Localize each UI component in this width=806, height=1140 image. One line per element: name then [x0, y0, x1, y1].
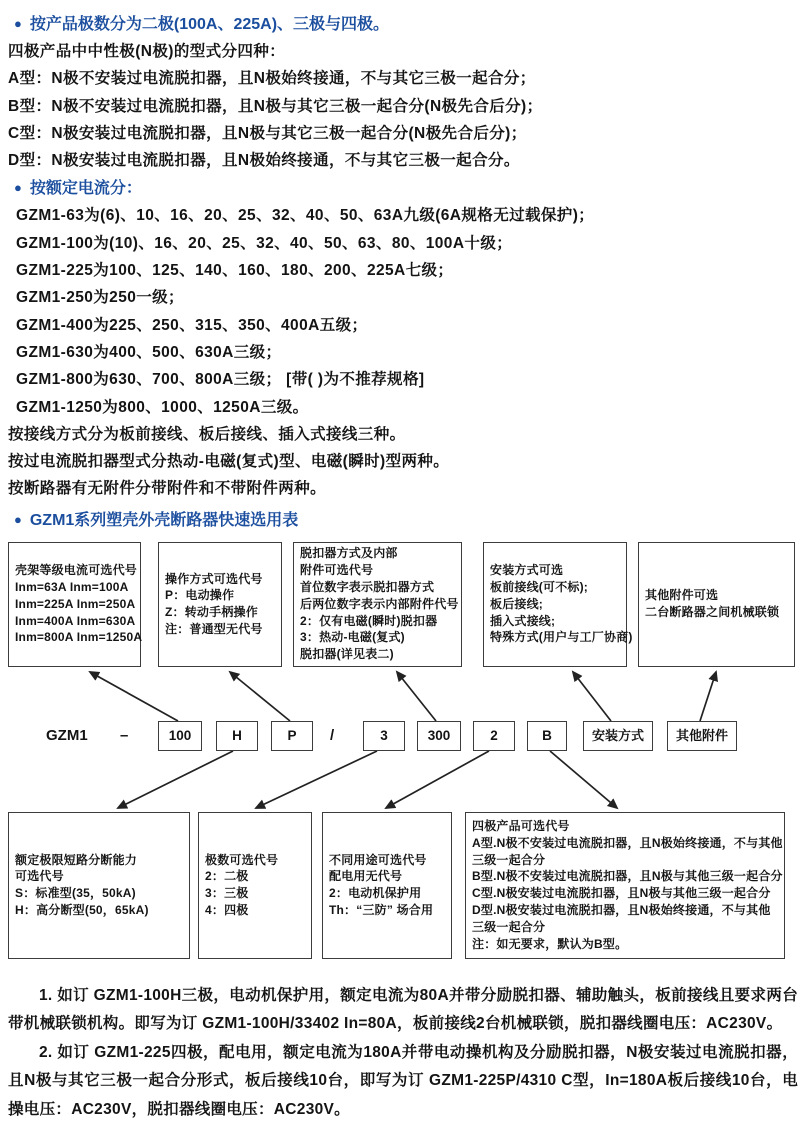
- text-line: 板后接线;: [490, 596, 543, 611]
- text-line: 2：仅有电磁(瞬时)脱扣器: [300, 613, 438, 628]
- text-line: GZM1-63为(6)、10、16、20、25、32、40、50、63A九级(6A规格无过载保护)；: [16, 207, 595, 225]
- text-line: GZM1-800为630、700、800A三级； [带( )为不推荐规格]: [16, 371, 425, 389]
- text-line: 四极产品可选代号: [472, 819, 570, 834]
- box-operation-mode-codes: [158, 542, 282, 667]
- box-breaking-capacity-codes: [8, 812, 190, 959]
- arrow-300-to-release-box: [397, 672, 436, 721]
- model-prefix: GZM1: [46, 726, 88, 744]
- model-dash: –: [120, 726, 129, 744]
- arrow-b-to-fourpole-box: [550, 751, 617, 808]
- text-line: Inm=800A Inm=1250A: [15, 630, 143, 645]
- heading-pole-classification: [8, 10, 800, 38]
- model-code-other-accessory: 其他附件: [667, 721, 737, 751]
- text-line: 3：热动-电磁(复式): [300, 630, 405, 645]
- heading-rated-current: [8, 174, 800, 202]
- model-code-300: 300: [417, 721, 461, 751]
- text-line: 其他附件可选: [645, 588, 719, 603]
- text-line: GZM1-630为400、500、630A三级；: [16, 343, 282, 361]
- text-line: Inm=63A Inm=100A: [15, 580, 129, 595]
- box-other-accessories: [638, 542, 795, 667]
- text-line: 壳架等级电流可选代号: [15, 563, 138, 578]
- text-line: 配电用无代号: [329, 869, 403, 884]
- text-line: GZM1-100为(10)、16、20、25、32、40、50、63、80、100A十级；: [16, 234, 513, 252]
- text-line: S：标准型(35，50kA): [15, 886, 136, 901]
- box-frame-current-codes: [8, 542, 141, 667]
- text-line: 脱扣器(详见表二): [300, 647, 394, 662]
- ordering-examples: [0, 969, 806, 1125]
- text-line: 板前接线(可不标);: [490, 580, 588, 595]
- wiring-lines: [8, 421, 800, 503]
- rated-current-lines: [8, 202, 800, 420]
- box-mounting-options: [483, 542, 633, 667]
- text-line: 特殊方式(用户与工厂协商): [490, 630, 633, 645]
- text-line: B型：N极不安装过电流脱扣器，且N极与其它三极一起合分(N极先合后分)；: [8, 97, 543, 115]
- model-code-100: 100: [158, 721, 202, 751]
- text-line: GZM1-1250为800、1000、1250A三级。: [16, 398, 309, 416]
- arrow-other-to-accessory-box: [700, 672, 716, 721]
- text-line: C型：N极安装过电流脱扣器，且N极与其它三极一起合分(N极先合后分)；: [8, 124, 527, 142]
- text-line: 注：如无要求，默认为B型。: [472, 936, 628, 951]
- text-line: 额定极限短路分断能力: [15, 852, 138, 867]
- model-code-b: B: [527, 721, 567, 751]
- text-line: 后两位数字表示内部附件代号: [300, 596, 459, 611]
- model-selection-diagram: [0, 537, 806, 969]
- text-line: 按断路器有无附件分带附件和不带附件两种。: [8, 480, 327, 498]
- text-line: Inm=225A Inm=250A: [15, 596, 136, 611]
- text-line: B型.N极不安装过电流脱扣器，且N极与其他三级一起合分: [472, 869, 783, 884]
- text-line: 可选代号: [15, 869, 64, 884]
- text-line: 极数可选代号: [205, 852, 279, 867]
- arrow-100-to-frame-box: [90, 672, 178, 721]
- text-line: 三级一起合分: [472, 852, 546, 867]
- text-line: 按过电流脱扣器型式分热动-电磁(复式)型、电磁(瞬时)型两种。: [8, 453, 450, 471]
- text-line: 插入式接线;: [490, 613, 556, 628]
- model-code-mounting: 安装方式: [583, 721, 653, 751]
- bullet-icon: ●: [14, 180, 22, 196]
- text-line: 四极产品中中性极(N极)的型式分四种：: [8, 43, 286, 60]
- text-line: 二台断路器之间机械联锁: [645, 605, 780, 620]
- heading-selection-table: [8, 506, 800, 534]
- text-line: A型.N极不安装过电流脱扣器，且N极始终接通，不与其他: [472, 835, 783, 850]
- box-pole-number-codes: [198, 812, 312, 959]
- text-line: 3：三极: [205, 886, 249, 901]
- text-line: H：高分断型(50，65kA): [15, 903, 149, 918]
- text-line: Th：“三防” 场合用: [329, 903, 434, 918]
- text-line: C型.N极安装过电流脱扣器，且N极与其他三级一起合分: [472, 886, 771, 901]
- text-line: 2：二极: [205, 869, 249, 884]
- text-line: 操作方式可选代号: [165, 571, 263, 586]
- model-code-3: 3: [363, 721, 405, 751]
- box-four-pole-codes: [465, 812, 785, 959]
- arrow-h-to-breaking-box: [118, 751, 233, 808]
- box-release-accessory-codes: [293, 542, 462, 667]
- ordering-example-2: 2. 如订 GZM1-225四极，配电用，额定电流为180A并带电动操机构及分励脱扣器，N极安装过电流脱扣器，且N极与其它三极一起合分形式，板后接线10台，即写为订 GZM1-225P/4310 C型，In=180A板后接线10台，电操电压：AC230V，脱扣器线圈电压：AC230V。: [8, 1043, 798, 1118]
- heading-pole-text: 按产品极数分为二极(100A、225A)、三极与四极。: [29, 16, 390, 33]
- pole-type-lines: [8, 38, 800, 174]
- text-line: GZM1-225为100、125、140、160、180、200、225A七级；: [16, 262, 454, 280]
- arrow-3-to-poles-box: [256, 751, 377, 808]
- arrow-mount-to-mounting-box: [573, 672, 611, 721]
- text-line: 脱扣器方式及内部: [300, 546, 398, 561]
- bullet-icon: ●: [14, 511, 22, 527]
- text-line: 首位数字表示脱扣器方式: [300, 580, 435, 595]
- model-code-p: P: [271, 721, 313, 751]
- arrow-p-to-operation-box: [230, 672, 290, 721]
- heading-current-text: 按额定电流分：: [29, 180, 142, 198]
- text-line: 2：电动机保护用: [329, 886, 422, 901]
- text-line: D型.N极安装过电流脱扣器，且N极始终接通，不与其他: [472, 903, 771, 918]
- text-line: 安装方式可选: [490, 563, 564, 578]
- arrow-2-to-usage-box: [386, 751, 489, 808]
- text-line: D型：N极安装过电流脱扣器，且N极始终接通，不与其它三极一起合分。: [8, 152, 520, 170]
- ordering-example-1: 1. 如订 GZM1-100H三极，电动机保护用，额定电流为80A并带分励脱扣器、辅助触头，板前接线且要求两台带机械联锁机构。即写为订 GZM1-100H/33402 In=80A，板前接线2台机械联锁，脱扣器线圈电压：AC230V。: [8, 986, 798, 1033]
- text-line: GZM1-250为250一级；: [16, 289, 184, 307]
- text-line: GZM1-400为225、250、315、350、400A五级；: [16, 316, 368, 334]
- heading-table-text: GZM1系列塑壳外壳断路器快速选用表: [29, 511, 299, 529]
- text-line: 三级一起合分: [472, 919, 546, 934]
- model-code-2: 2: [473, 721, 515, 751]
- intro-section: [0, 0, 806, 534]
- text-line: P：电动操作: [165, 588, 235, 603]
- text-line: Z：转动手柄操作: [165, 605, 258, 620]
- text-line: Inm=400A Inm=630A: [15, 613, 136, 628]
- text-line: 不同用途可选代号: [329, 852, 427, 867]
- text-line: A型：N极不安装过电流脱扣器，且N极始终接通，不与其它三极一起合分；: [8, 70, 536, 88]
- model-code-h: H: [216, 721, 258, 751]
- text-line: 附件可选代号: [300, 563, 374, 578]
- box-usage-codes: [322, 812, 452, 959]
- model-slash: /: [330, 726, 335, 744]
- text-line: 按接线方式分为板前接线、板后接线、插入式接线三种。: [8, 425, 406, 443]
- text-line: 4：四极: [205, 903, 249, 918]
- bullet-icon: ●: [14, 16, 22, 31]
- text-line: 注：普通型无代号: [165, 622, 263, 637]
